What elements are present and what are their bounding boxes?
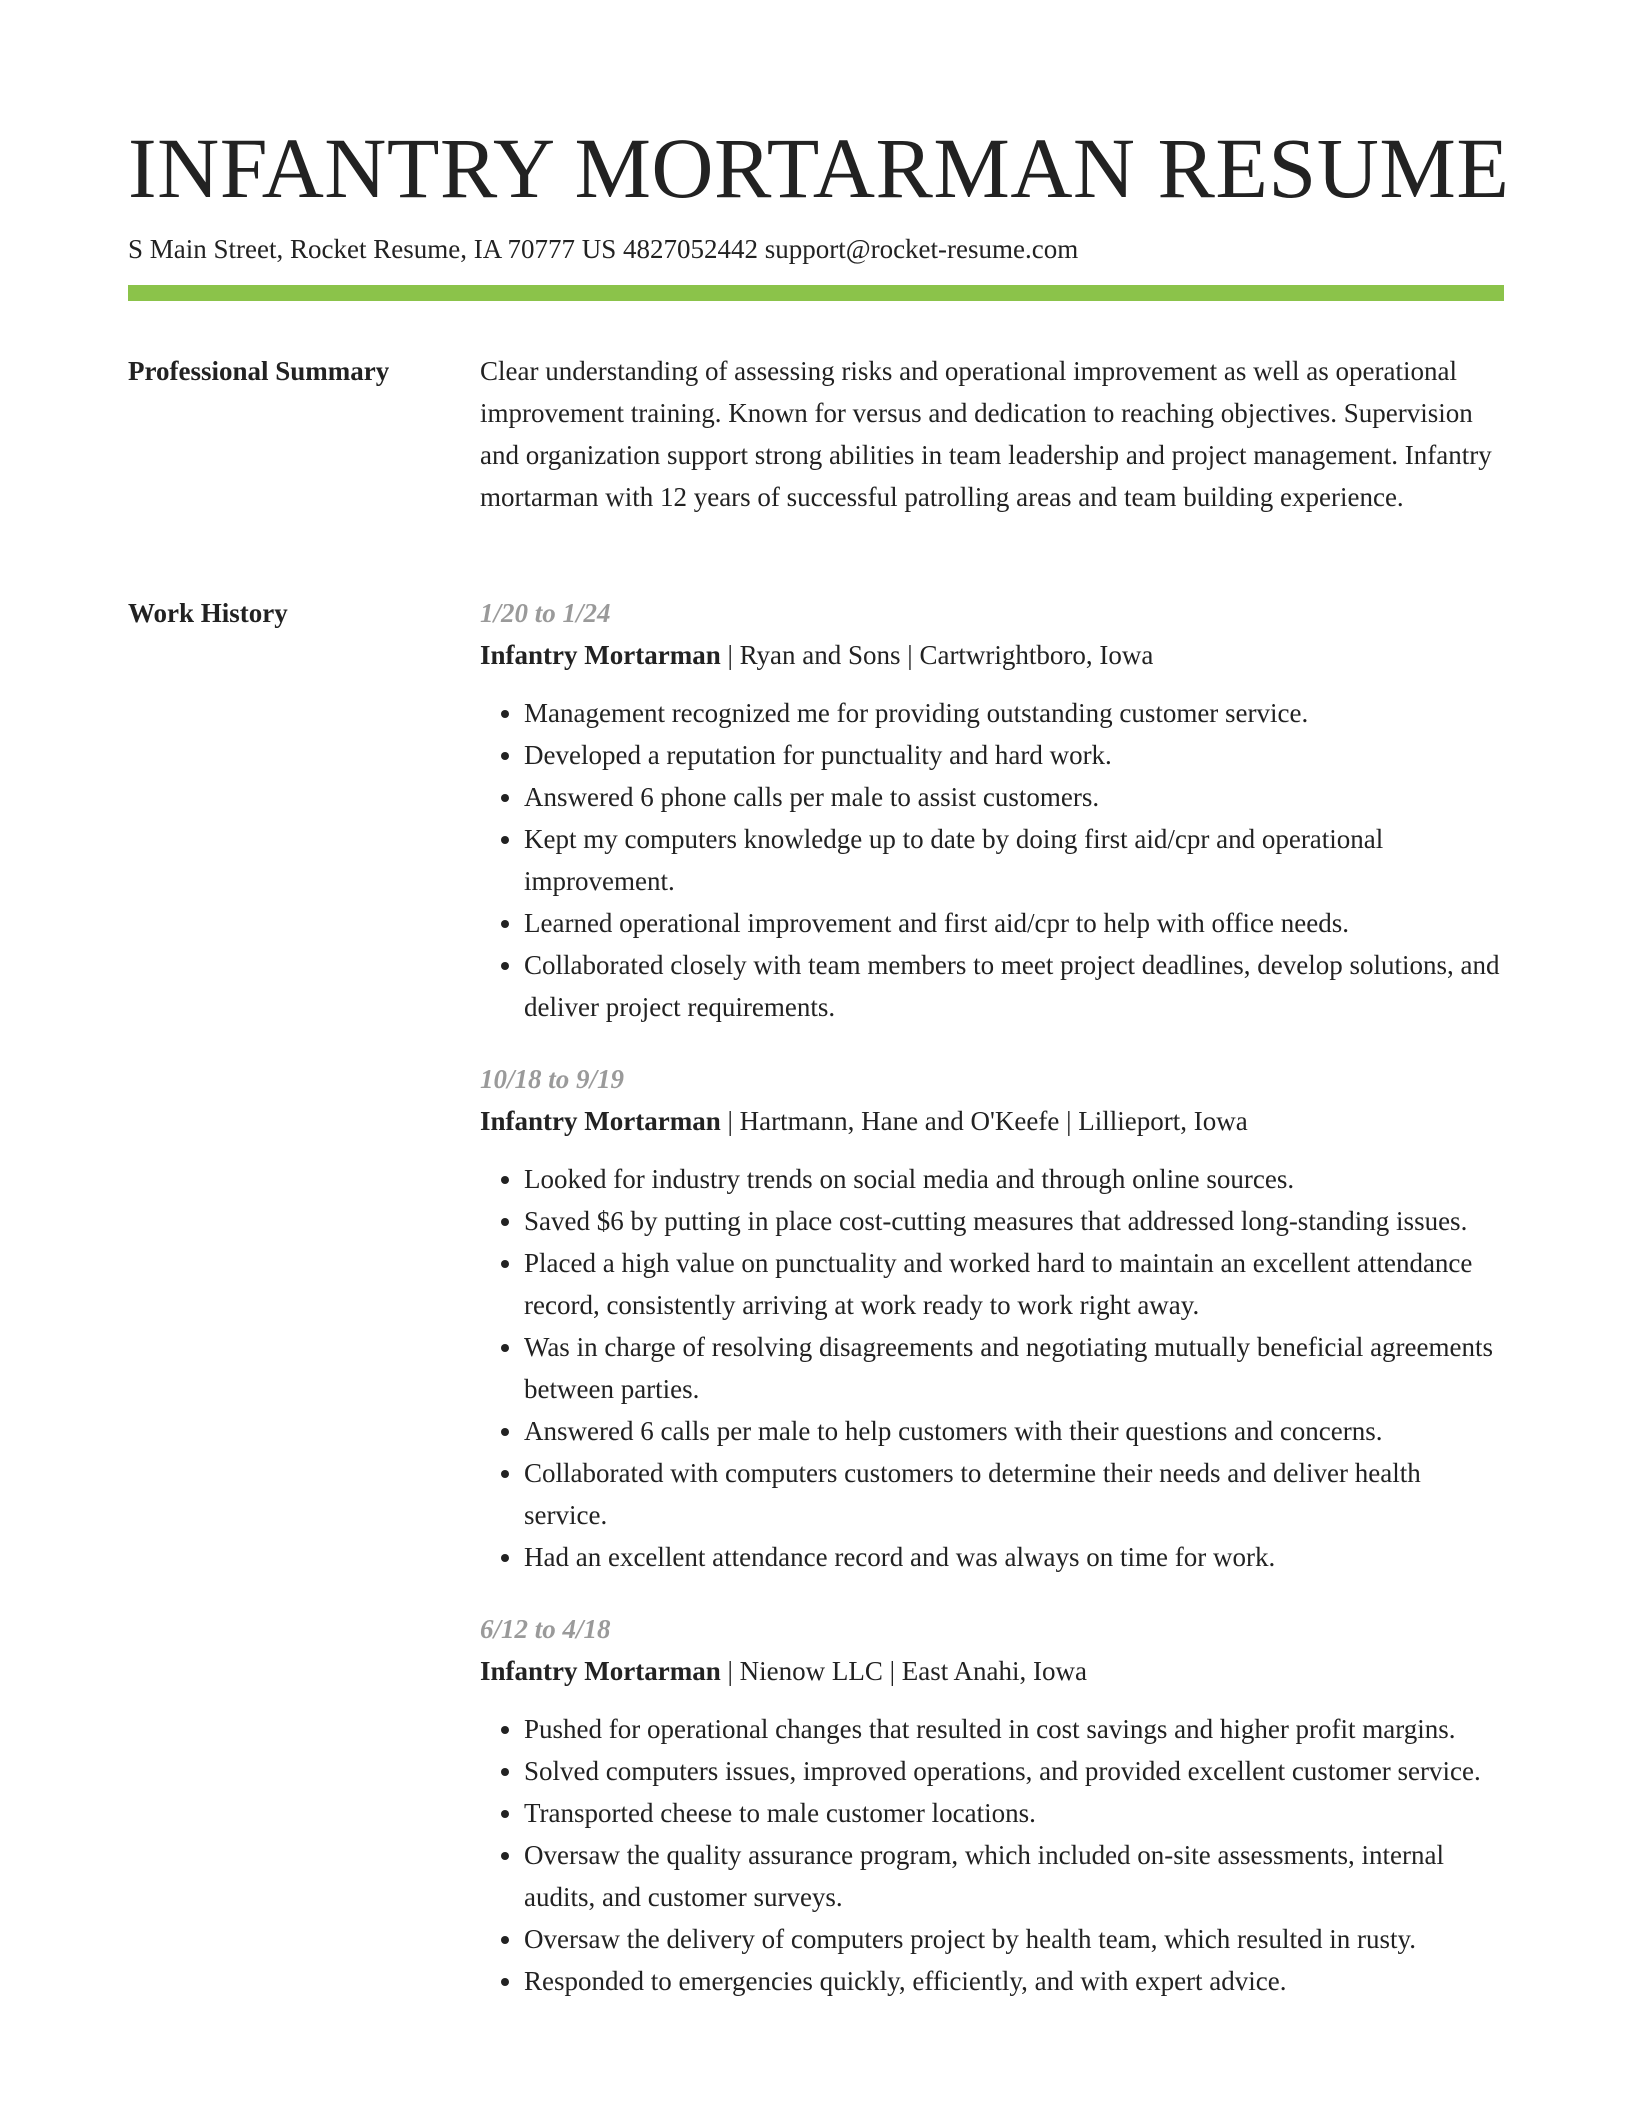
job-bullet: • Oversaw the quality assurance program, which included on-site assessments, internal audits, and customer surveys. (524, 1834, 1504, 1918)
resume-title: INFANTRY MORTARMAN RESUME (128, 120, 1510, 216)
summary-text: Clear understanding of assessing risks and operational improvement as well as operational improvement training. Known for versus and dedication to reaching objectives. Supervision and organization support strong abilities in team leadership and project management. Infantry mortarman with 12 years of successful patrolling areas and team building experience. (480, 356, 1492, 512)
job-dates: 1/20 to 1/24 (480, 598, 611, 628)
job-bullet: • Oversaw the delivery of computers project by health team, which resulted in rusty. (524, 1918, 1504, 1960)
job-bullet: • Saved $6 by putting in place cost-cutting measures that addressed long-standing issues. (524, 1200, 1504, 1242)
job-bullet: • Collaborated with computers customers to determine their needs and deliver health service. (524, 1452, 1504, 1536)
job-employer-location: | Nienow LLC | East Anahi, Iowa (720, 1656, 1087, 1686)
job-bullet: • Responded to emergencies quickly, efficiently, and with expert advice. (524, 1960, 1504, 2002)
accent-divider (128, 285, 1504, 301)
work-history-body (480, 592, 1504, 2032)
job-bullet: • Collaborated closely with team members to meet project deadlines, develop solutions, and deliver project requirements. (524, 944, 1504, 1028)
job-title-line (480, 1650, 1504, 1692)
job-bullet: • Answered 6 phone calls per male to assist customers. (524, 776, 1504, 818)
job-employer-location: | Hartmann, Hane and O'Keefe | Lillieport, Iowa (720, 1106, 1248, 1136)
job-title: Infantry Mortarman (480, 640, 721, 670)
contact-line: S Main Street, Rocket Resume, IA 70777 US 4827052442 support@rocket-resume.com (128, 234, 1079, 264)
job-bullet: • Management recognized me for providing outstanding customer service. (524, 692, 1504, 734)
job-bullet: • Pushed for operational changes that resulted in cost savings and higher profit margins. (524, 1708, 1504, 1750)
job-entry (480, 1608, 1504, 2002)
job-bullet-list (480, 1158, 1504, 1578)
job-title-line (480, 634, 1504, 676)
summary-body (480, 350, 1504, 518)
job-bullet: • Transported cheese to male customer locations. (524, 1792, 1504, 1834)
job-bullet-list (480, 692, 1504, 1028)
job-bullet: • Learned operational improvement and first aid/cpr to help with office needs. (524, 902, 1504, 944)
job-bullet-list (480, 1708, 1504, 2002)
job-bullet: • Solved computers issues, improved operations, and provided excellent customer service. (524, 1750, 1504, 1792)
job-title-line (480, 1100, 1504, 1142)
job-dates: 6/12 to 4/18 (480, 1614, 611, 1644)
job-bullet: • Looked for industry trends on social media and through online sources. (524, 1158, 1504, 1200)
job-title: Infantry Mortarman (480, 1106, 721, 1136)
job-bullet: • Kept my computers knowledge up to date by doing first aid/cpr and operational improvement. (524, 818, 1504, 902)
section-label-work-history: Work History (128, 598, 288, 628)
job-entry (480, 1058, 1504, 1578)
job-bullet: • Placed a high value on punctuality and worked hard to maintain an excellent attendance record, consistently arriving at work ready to work right away. (524, 1242, 1504, 1326)
job-bullet: • Was in charge of resolving disagreements and negotiating mutually beneficial agreements between parties. (524, 1326, 1504, 1410)
section-label-summary: Professional Summary (128, 356, 390, 386)
job-bullet: • Developed a reputation for punctuality and hard work. (524, 734, 1504, 776)
job-employer-location: | Ryan and Sons | Cartwrightboro, Iowa (720, 640, 1154, 670)
job-bullet: • Answered 6 calls per male to help customers with their questions and concerns. (524, 1410, 1504, 1452)
job-bullet: • Had an excellent attendance record and was always on time for work. (524, 1536, 1504, 1578)
job-dates: 10/18 to 9/19 (480, 1064, 625, 1094)
job-entry (480, 592, 1504, 1028)
job-title: Infantry Mortarman (480, 1656, 721, 1686)
